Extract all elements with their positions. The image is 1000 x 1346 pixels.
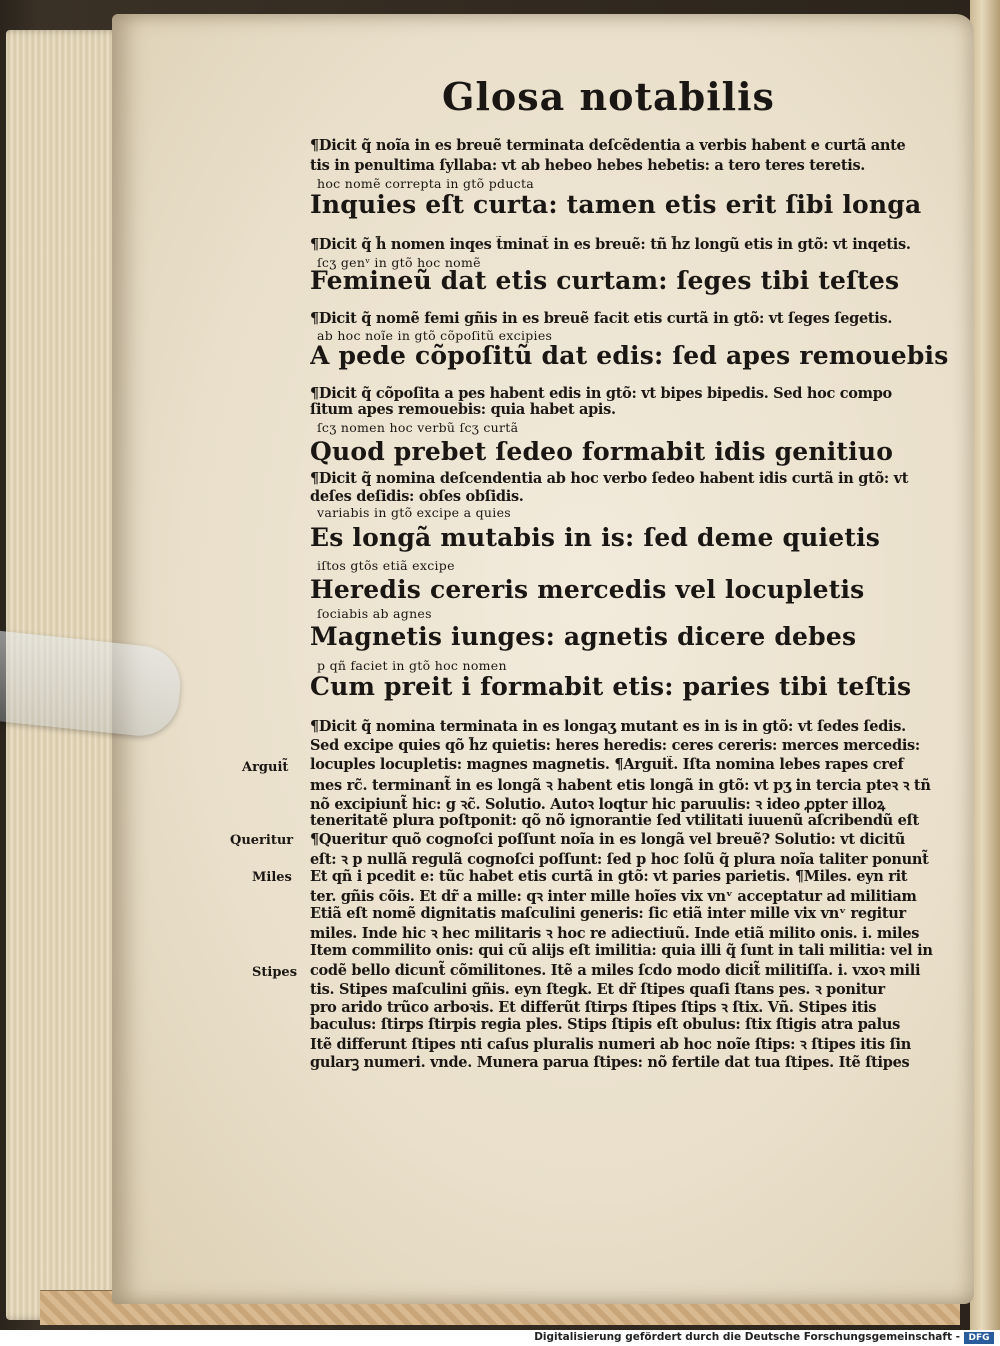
gloss-line: deſes deſidis: obſes obſidis. [310,488,524,505]
verse-line: A pede cõpoſitũ dat edis: ſed apes remouebis [310,341,949,370]
verse-line: Magnetis iunges: agnetis dicere debes [310,622,857,651]
gloss-line: Itẽ differunt ſtipes nti caſus pluralis numeri ab hoc noĩe ſtips: ꝛ ſtipes itis ſin [310,1036,911,1053]
gloss-line: teneritatẽ plura poſtponit: qõ nõ ignorantie ſed vtilitati iuuenũ aſcribendũ eſt [310,812,919,829]
gloss-line: Etiã eſt nomẽ dignitatis maſculini generis: ſic etiã inter mille vix vnᵛ regitur [310,905,906,922]
margin-note: Miles [252,870,292,885]
interlinear-gloss: hoc nomẽ correpta in gtõ pducta [317,176,535,191]
gloss-line: ¶Dicit q̃ h̃ nomen inqes t̃minat̃ in es breuẽ: tñ h̃z longũ etis in gtõ: vt inqetis. [310,236,911,253]
footer-credit: Digitalisierung gefördert durch die Deutsche Forschungsgemeinschaft - [534,1331,960,1343]
gloss-line: Sed excipe quies qõ h̃z quietis: heres heredis: ceres cereris: merces mercedis: [310,737,920,754]
gloss-line: nõ excipiunt̃ hic: g ꝛc̃. Solutio. Autoꝛ loqtur hic paruulis: ꝛ ideo ꝓpter illoꝝ [310,796,886,813]
gloss-line: ſitum apes remouebis: quia habet apis. [310,401,616,418]
gloss-line: ¶Dicit q̃ cõpoſita a pes habent edis in gtõ: vt bipes bipedis. Sed hoc compo [310,385,892,402]
gloss-line: pro arido trũco arboꝛis. Et differũt ſtirps ſtipes ſtips ꝛ ſtix. Vñ. Stipes itis [310,999,877,1016]
margin-note: Queritur [230,833,294,848]
gloss-line: eſt: ꝛ p nullã regulã cognoſci poſſunt: ſed p hoc ſolũ q̃ plura noĩa taliter ponunt̃ [310,851,929,868]
page-title: Glosa notabilis [442,74,775,119]
verse-line: Es longã mutabis in is: ſed deme quietis [310,523,881,552]
margin-note: Stipes [252,965,298,980]
gloss-line: codẽ bello dicunt̃ cõmilitones. Itẽ a miles ſcdo modo dicit̃ militiſſa. i. vxoꝛ mili [310,962,921,979]
gloss-line: Item commilito onis: qui cũ alijs eſt imilitia: quia illi q̃ ſunt in tali militia: vel in [310,942,933,959]
verse-line: Inquies eſt curta: tamen etis erit ſibi longa [310,190,922,219]
text-block [112,14,974,1304]
interlinear-gloss: ſociabis ab agnes [317,606,432,621]
page [112,14,974,1304]
gloss-line: ¶Dicit q̃ nomina deſcendentia ab hoc verbo ſedeo habent idis curtã in gtõ: vt [310,470,909,487]
verse-line: Heredis cereris mercedis vel locupletis [310,575,865,604]
gloss-line: tis. Stipes maſculini gñis. eyn ſtegk. Et dr̃ ſtipes quaſi ſtans pes. ꝛ ponitur [310,981,885,998]
verse-line: Quod prebet ſedeo formabit idis genitiuo [310,437,894,466]
interlinear-gloss: ſcʒ genᵛ in gtõ hoc nomẽ [317,255,481,270]
gloss-line: ter. gñis cõis. Et dr̃ a mille: qꝛ inter mille hoĩes vix vnᵛ acceptatur ad militiam [310,888,917,905]
interlinear-gloss: ab hoc noĩe in gtõ cõpoſitũ excipies [317,328,553,343]
gloss-line: miles. Inde hic ꝛ hec militaris ꝛ hoc re adiectiuũ. Inde etiã milito onis. i. miles [310,925,920,942]
gloss-line: baculus: ſtirps ſtirpis regia ples. Stips ſtipis eſt obulus: ſtix ſtigis atra palus [310,1016,900,1033]
interlinear-gloss: iſtos gtõs etiã excipe [317,558,455,573]
dfg-logo: DFG [964,1332,994,1344]
gloss-line: ¶Dicit q̃ nomina terminata in es longaʒ mutant es in is in gtõ: vt ſedes ſedis. [310,718,906,735]
right-page-edge [970,0,1000,1330]
interlinear-gloss: ſcʒ nomen hoc verbũ ſcʒ curtã [317,420,519,435]
footer-bar [0,1330,1000,1346]
gloss-line: ¶Dicit q̃ noĩa in es breuẽ terminata deſcẽdentia a verbis habent e curtã ante [310,137,906,154]
gloss-line: ¶Queritur quõ cognoſci poſſunt noĩa in es longã vel breuẽ? Solutio: vt dicitũ [310,831,905,848]
margin-note: Arguit̃ [242,760,289,775]
gloss-line: gularꝫ numeri. vnde. Munera parua ſtipes: nõ fertile dat tua ſtipes. Itẽ ſtipes [310,1054,910,1071]
gloss-line: ¶Dicit q̃ nomẽ femi gñis in es breuẽ facit etis curtã in gtõ: vt ſeges ſegetis. [310,310,893,327]
gloss-line: tis in penultima ſyllaba: vt ab hebeo hebes hebetis: a tero teres teretis. [310,157,866,174]
interlinear-gloss: p qñ faciet in gtõ hoc nomen [317,658,507,673]
gloss-line: Et qñ i pcedit e: tũc habet etis curtã in gtõ: vt paries parietis. ¶Miles. eyn rit [310,868,908,885]
verse-line: Femineũ dat etis curtam: ſeges tibi teſtes [310,266,900,295]
gloss-line: locuples locupletis: magnes magnetis. ¶Arguit̃. Iſta nomina lebes rapes cref [310,756,904,773]
gloss-line: mes rc̃. terminant̃ in es longã ꝛ habent etis longã in gtõ: vt pʒ in tercia pteꝛ ꝛ tñ [310,777,931,794]
interlinear-gloss: variabis in gtõ excipe a quies [317,505,511,520]
verse-line: Cum preit i formabit etis: paries tibi teſtis [310,672,912,701]
